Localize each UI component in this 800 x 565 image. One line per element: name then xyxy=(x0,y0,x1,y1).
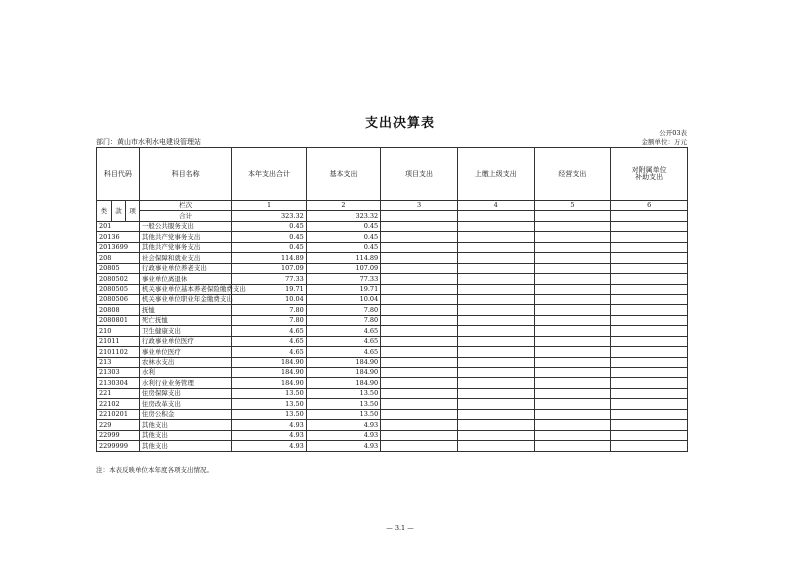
row-name: 其他共产党事务支出 xyxy=(139,232,231,242)
amount-unit-label: 金额单位：万元 xyxy=(641,138,687,146)
row-total: 77.33 xyxy=(232,274,306,284)
row-total: 0.45 xyxy=(232,242,306,252)
row-name: 农林水支出 xyxy=(139,357,231,367)
table-row xyxy=(97,221,688,231)
row-total: 7.80 xyxy=(232,305,306,315)
row-name: 住房保障支出 xyxy=(139,388,231,398)
header-upper: 上缴上级支出 xyxy=(457,148,534,201)
row-total: 4.93 xyxy=(232,420,306,430)
row-total: 10.04 xyxy=(232,294,306,304)
table-row xyxy=(97,284,688,294)
col-index-5: 5 xyxy=(534,201,611,211)
row-basic: 7.80 xyxy=(306,315,380,325)
row-basic: 7.80 xyxy=(306,305,380,315)
table-row xyxy=(97,294,688,304)
header-basic: 基本支出 xyxy=(306,148,380,201)
column-index-row xyxy=(97,201,688,211)
row-total: 184.90 xyxy=(232,357,306,367)
header-subsidy-line1: 对附属单位 xyxy=(631,166,667,174)
col-index-6: 6 xyxy=(611,201,688,211)
row-basic: 10.04 xyxy=(306,294,380,304)
row-basic: 184.90 xyxy=(306,378,380,388)
row-code: 201 xyxy=(97,221,140,231)
row-basic: 4.93 xyxy=(306,441,380,451)
row-basic: 4.65 xyxy=(306,336,380,346)
row-code: 221 xyxy=(97,388,140,398)
row-code: 210 xyxy=(97,326,140,336)
row-code: 22999 xyxy=(97,430,140,440)
table-row xyxy=(97,253,688,263)
table-body xyxy=(97,221,688,451)
header-row xyxy=(97,148,688,201)
row-code: 213 xyxy=(97,357,140,367)
row-total: 7.80 xyxy=(232,315,306,325)
row-name: 水利 xyxy=(139,368,231,378)
row-basic: 4.93 xyxy=(306,420,380,430)
row-total: 13.50 xyxy=(232,399,306,409)
total-label: 合计 xyxy=(139,211,231,221)
row-name: 抚恤 xyxy=(139,305,231,315)
row-name: 卫生健康支出 xyxy=(139,326,231,336)
row-basic: 4.65 xyxy=(306,326,380,336)
row-name: 事业单位离退休 xyxy=(139,274,231,284)
row-total: 4.65 xyxy=(232,326,306,336)
header-subsidy-line2: 补助支出 xyxy=(635,173,664,181)
row-code: 2299999 xyxy=(97,441,140,451)
row-name: 水利行业业务管理 xyxy=(139,378,231,388)
row-name: 其他共产党事务支出 xyxy=(139,242,231,252)
row-total: 4.65 xyxy=(232,347,306,357)
header-code: 科目代码 xyxy=(97,148,140,201)
table-row xyxy=(97,315,688,325)
row-basic: 4.93 xyxy=(306,430,380,440)
table-row xyxy=(97,357,688,367)
row-total: 4.93 xyxy=(232,430,306,440)
row-basic: 184.90 xyxy=(306,368,380,378)
table-row xyxy=(97,430,688,440)
table-row xyxy=(97,399,688,409)
table-row xyxy=(97,420,688,430)
row-basic: 13.50 xyxy=(306,388,380,398)
table-row xyxy=(97,263,688,273)
row-name: 社会保障和就业支出 xyxy=(139,253,231,263)
table-row xyxy=(97,347,688,357)
form-code: 公开03表 xyxy=(659,129,687,137)
row-code: 20136 xyxy=(97,232,140,242)
table-row xyxy=(97,441,688,451)
table-row xyxy=(97,368,688,378)
header-kuan: 款 xyxy=(111,201,126,222)
row-total: 19.71 xyxy=(232,284,306,294)
row-total: 107.09 xyxy=(232,263,306,273)
row-basic: 77.33 xyxy=(306,274,380,284)
row-basic: 13.50 xyxy=(306,409,380,419)
row-code: 2080506 xyxy=(97,294,140,304)
row-total: 184.90 xyxy=(232,378,306,388)
row-name: 住房改革支出 xyxy=(139,399,231,409)
row-total: 184.90 xyxy=(232,368,306,378)
row-code: 2101102 xyxy=(97,347,140,357)
row-name: 事业单位医疗 xyxy=(139,347,231,357)
table-row xyxy=(97,409,688,419)
table-row xyxy=(97,388,688,398)
row-basic: 0.45 xyxy=(306,232,380,242)
page-number: — 3.1 — xyxy=(386,524,414,532)
header-name: 科目名称 xyxy=(139,148,231,201)
row-basic: 0.45 xyxy=(306,242,380,252)
header-business: 经营支出 xyxy=(534,148,611,201)
row-code: 22102 xyxy=(97,399,140,409)
row-name: 机关事业单位职业年金缴费支出 xyxy=(139,294,231,304)
col-index-2: 2 xyxy=(306,201,380,211)
row-code: 2080801 xyxy=(97,315,140,325)
row-basic: 19.71 xyxy=(306,284,380,294)
row-basic: 13.50 xyxy=(306,399,380,409)
row-name: 行政事业单位养老支出 xyxy=(139,263,231,273)
total-basic-value: 323.32 xyxy=(306,211,380,221)
row-total: 4.93 xyxy=(232,441,306,451)
row-code: 21303 xyxy=(97,368,140,378)
table-row xyxy=(97,274,688,284)
col-index-3: 3 xyxy=(381,201,458,211)
table-row xyxy=(97,336,688,346)
page-title: 支出决算表 xyxy=(364,116,435,131)
row-code: 229 xyxy=(97,420,140,430)
total-row xyxy=(97,211,688,221)
header-xiang: 项 xyxy=(126,201,140,222)
row-code: 20805 xyxy=(97,263,140,273)
row-code: 2210201 xyxy=(97,409,140,419)
row-code: 21011 xyxy=(97,336,140,346)
row-total: 114.89 xyxy=(232,253,306,263)
header-subsidy xyxy=(611,148,688,201)
row-name: 机关事业单位基本养老保险缴费支出 xyxy=(139,284,231,294)
row-code: 2130304 xyxy=(97,378,140,388)
expenditure-table xyxy=(96,147,688,452)
table-row xyxy=(97,232,688,242)
table-note: 注：本表反映单位本年度各项支出情况。 xyxy=(96,466,213,474)
table-row xyxy=(97,242,688,252)
row-basic: 4.65 xyxy=(306,347,380,357)
header-project: 项目支出 xyxy=(381,148,458,201)
department-label: 部门：黄山市水利水电建设管理站 xyxy=(96,138,201,146)
table-row xyxy=(97,378,688,388)
row-total: 4.65 xyxy=(232,336,306,346)
table-row xyxy=(97,326,688,336)
header-lei: 类 xyxy=(97,201,112,222)
row-basic: 0.45 xyxy=(306,221,380,231)
row-code: 2080502 xyxy=(97,274,140,284)
col-index-1: 1 xyxy=(232,201,306,211)
row-total: 13.50 xyxy=(232,409,306,419)
row-total: 13.50 xyxy=(232,388,306,398)
row-basic: 107.09 xyxy=(306,263,380,273)
row-total: 0.45 xyxy=(232,221,306,231)
row-total: 0.45 xyxy=(232,232,306,242)
row-code: 2013699 xyxy=(97,242,140,252)
row-code: 2080505 xyxy=(97,284,140,294)
total-value: 323.32 xyxy=(232,211,306,221)
row-name: 其他支出 xyxy=(139,441,231,451)
col-index-4: 4 xyxy=(457,201,534,211)
row-name: 一般公共服务支出 xyxy=(139,221,231,231)
header-total: 本年支出合计 xyxy=(232,148,306,201)
row-name: 其他支出 xyxy=(139,420,231,430)
header-lanci: 栏次 xyxy=(139,201,231,211)
row-name: 住房公积金 xyxy=(139,409,231,419)
row-code: 20808 xyxy=(97,305,140,315)
row-basic: 114.89 xyxy=(306,253,380,263)
row-name: 行政事业单位医疗 xyxy=(139,336,231,346)
table-row xyxy=(97,305,688,315)
row-name: 死亡抚恤 xyxy=(139,315,231,325)
row-basic: 184.90 xyxy=(306,357,380,367)
row-code: 208 xyxy=(97,253,140,263)
row-name: 其他支出 xyxy=(139,430,231,440)
